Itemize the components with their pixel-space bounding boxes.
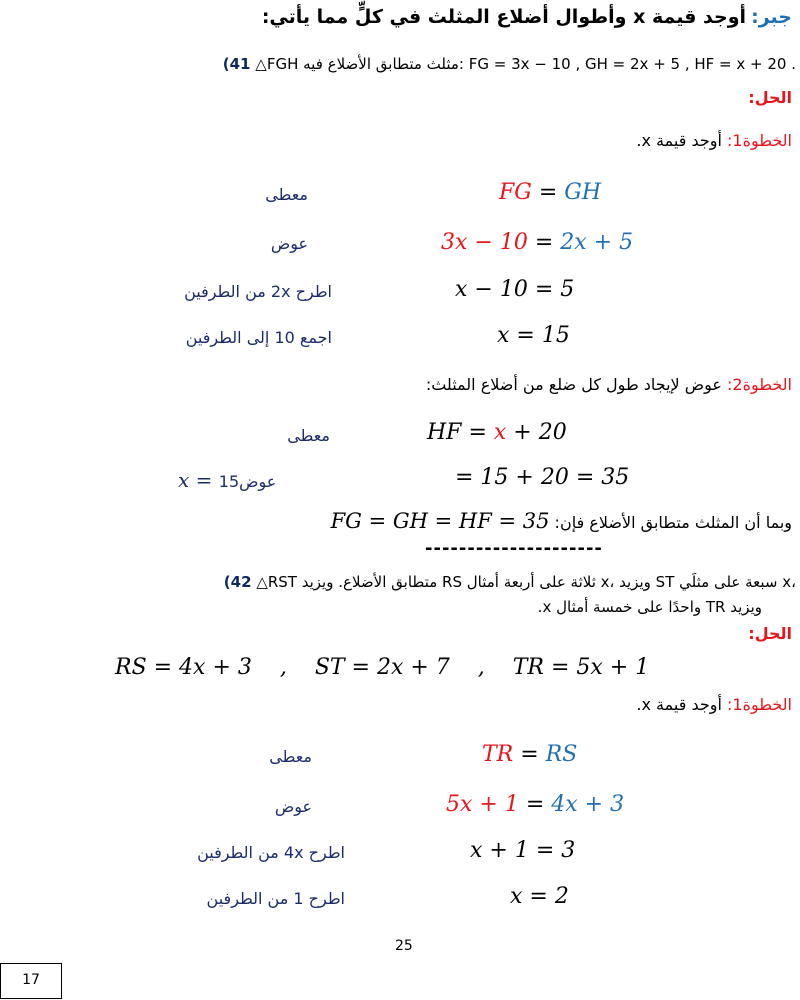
page-box xyxy=(0,963,62,999)
reason: اجمع 10 إلى الطرفين xyxy=(185,328,332,347)
equation: 3x − 10 = 2x + 5 xyxy=(441,230,634,255)
conclusion xyxy=(331,509,792,533)
equation: HF = x + 20 xyxy=(427,420,567,445)
equation: 5x + 1 = 4x + 3 xyxy=(446,792,625,817)
section-header xyxy=(262,6,792,28)
step-label: الخطوة1: xyxy=(727,695,792,714)
problem-42 xyxy=(224,573,796,591)
problem-text-line2: ويزيد TR واحدًا على خمسة أمثال x. xyxy=(537,598,762,616)
reason: اطرح 2x من الطرفين xyxy=(184,282,332,301)
equation: FG = GH xyxy=(499,180,602,205)
problem-41 xyxy=(223,55,796,73)
reason: x = عوض15 xyxy=(178,468,277,492)
step-2 xyxy=(426,375,792,394)
problem-number: (41 xyxy=(222,55,251,73)
step-1 xyxy=(636,695,792,714)
step-text: أوجد قيمة x. xyxy=(636,131,722,150)
reason: معطى xyxy=(269,747,312,766)
problem-text: △FGH مثلث متطابق الأضلاع فيه: FG = 3x − 10 , GH = 2x + 5 , HF = x + 20 . xyxy=(255,55,796,73)
equation: = 15 + 20 = 35 xyxy=(455,465,630,490)
equation: x − 10 = 5 xyxy=(455,277,575,302)
reason: عوض xyxy=(270,234,308,253)
reason: اطرح 1 من الطرفين xyxy=(206,889,345,908)
page-box-number: 17 xyxy=(22,972,40,988)
reason: معطى xyxy=(265,185,308,204)
page-number: 25 xyxy=(395,938,413,954)
equation: x = 2 xyxy=(510,884,569,909)
reason: معطى xyxy=(287,426,330,445)
solution-label: الحل: xyxy=(748,624,792,643)
step-label: الخطوة1: xyxy=(727,131,792,150)
reason: عوض xyxy=(274,797,312,816)
equation: x + 1 = 3 xyxy=(470,838,576,863)
step-label: الخطوة2: xyxy=(727,375,792,394)
equation: x = 15 xyxy=(497,323,570,348)
conclusion-text: وبما أن المثلث متطابق الأضلاع فإن: xyxy=(554,513,792,532)
solution-label: الحل: xyxy=(748,88,792,107)
step-text: أوجد قيمة x. xyxy=(636,695,722,714)
header-label: جبر: xyxy=(751,6,792,28)
step-1 xyxy=(636,131,792,150)
equation-set: RS = 4x + 3 , ST = 2x + 7 , TR = 5x + 1 xyxy=(115,655,650,680)
problem-number: (42 xyxy=(223,573,252,591)
step-text: عوض لإيجاد طول كل ضلع من أضلاع المثلث: xyxy=(425,375,722,394)
conclusion-equation: FG = GH = HF = 35 xyxy=(330,509,550,533)
problem-text: △RST متطابق الأضلاع. ويزيد RS ثلاثة على أربعة أمثال x، ويزيد ST سبعة على مثلَي x، xyxy=(256,573,796,591)
equation: TR = RS xyxy=(482,742,578,767)
header-text: أوجد قيمة x وأطوال أضلاع المثلث في كلٍّ مما يأتي: xyxy=(261,6,747,28)
reason: اطرح 4x من الطرفين xyxy=(197,843,345,862)
separator: --------------------- xyxy=(425,538,603,559)
